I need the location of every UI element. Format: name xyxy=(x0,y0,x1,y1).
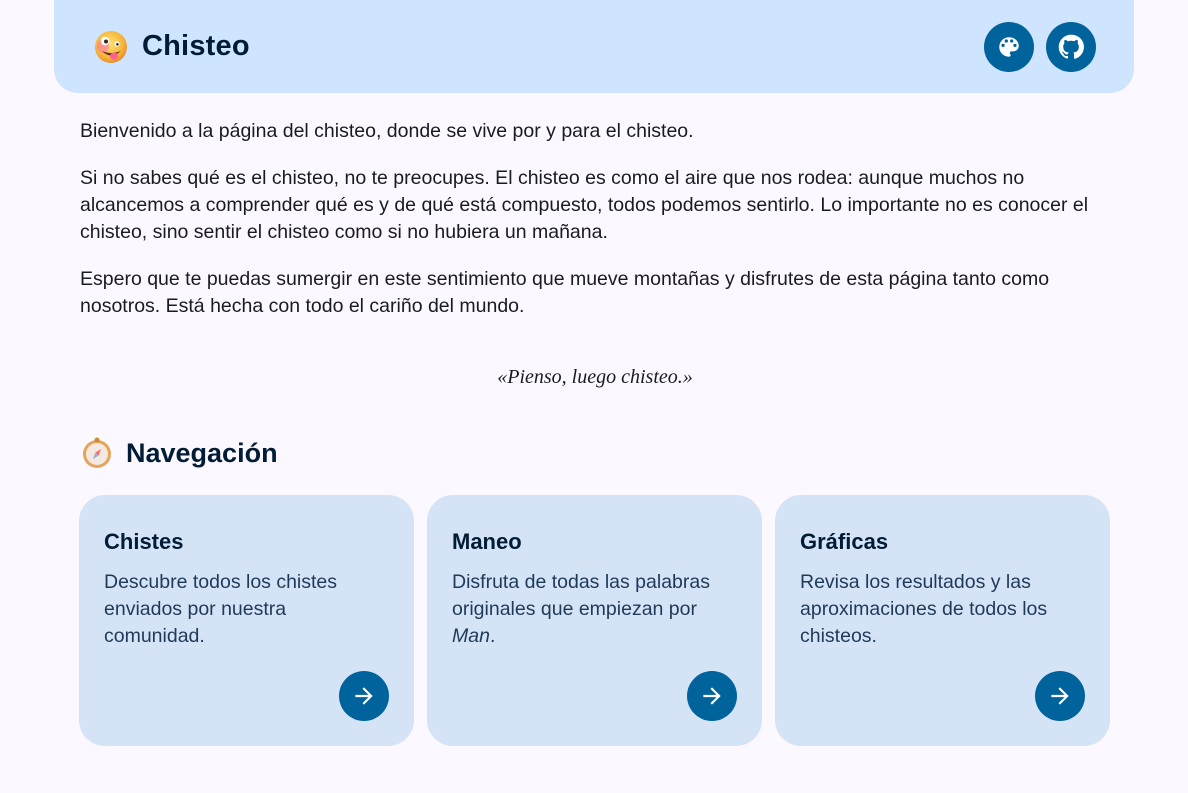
arrow-right-icon xyxy=(1047,683,1073,709)
card-title: Gráficas xyxy=(800,529,889,554)
navigation-title: Navegación xyxy=(126,437,278,468)
navigation-heading xyxy=(80,436,278,470)
card-title: Chistes xyxy=(104,529,184,554)
compass-icon xyxy=(80,436,114,470)
header-actions xyxy=(984,22,1096,72)
nav-card-maneo[interactable] xyxy=(427,495,762,746)
intro-paragraph: Bienvenido a la página del chisteo, donde se vive por y para el chisteo. xyxy=(80,120,694,142)
motto-quote: «Pienso, luego chisteo.» xyxy=(497,366,693,388)
navigation-cards xyxy=(79,495,1110,746)
go-graficas-button[interactable] xyxy=(1035,671,1085,721)
nav-card-chistes[interactable] xyxy=(79,495,414,746)
palette-icon xyxy=(996,34,1022,60)
card-description xyxy=(452,569,737,650)
app-title: Chisteo xyxy=(142,30,250,62)
github-icon xyxy=(1057,33,1085,61)
theme-button[interactable] xyxy=(984,22,1034,72)
arrow-right-icon xyxy=(699,683,725,709)
zany-face-icon xyxy=(94,30,128,64)
intro-section xyxy=(80,118,1110,389)
go-chistes-button[interactable] xyxy=(339,671,389,721)
card-description-suffix: . xyxy=(489,625,496,647)
card-description-text: Disfruta de todas las palabras originales que empiezan por xyxy=(452,571,710,620)
card-description-emphasis: Man xyxy=(452,625,490,647)
intro-paragraph: Espero que te puedas sumergir en este sentimiento que mueve montañas y disfrutes de esta página tanto como nosotros. Está hecha con todo el cariño del mundo. xyxy=(80,268,1050,317)
card-description: Descubre todos los chistes enviados por nuestra comunidad. xyxy=(104,571,338,647)
intro-paragraph: Si no sabes qué es el chisteo, no te preocupes. El chisteo es como el aire que nos rodea: aunque muchos no alcancemos a comprender qué es y de qué está compuesto, todos podemos sentirlo. Lo importante no es conocer el chisteo, sino sentir el chisteo como si no hubiera un mañana. xyxy=(80,167,1089,243)
card-description: Revisa los resultados y las aproximaciones de todos los chisteos. xyxy=(800,571,1048,647)
app-header xyxy=(54,0,1134,93)
brand[interactable] xyxy=(94,30,250,64)
arrow-right-icon xyxy=(351,683,377,709)
github-button[interactable] xyxy=(1046,22,1096,72)
nav-card-graficas[interactable] xyxy=(775,495,1110,746)
go-maneo-button[interactable] xyxy=(687,671,737,721)
card-title: Maneo xyxy=(452,529,522,554)
